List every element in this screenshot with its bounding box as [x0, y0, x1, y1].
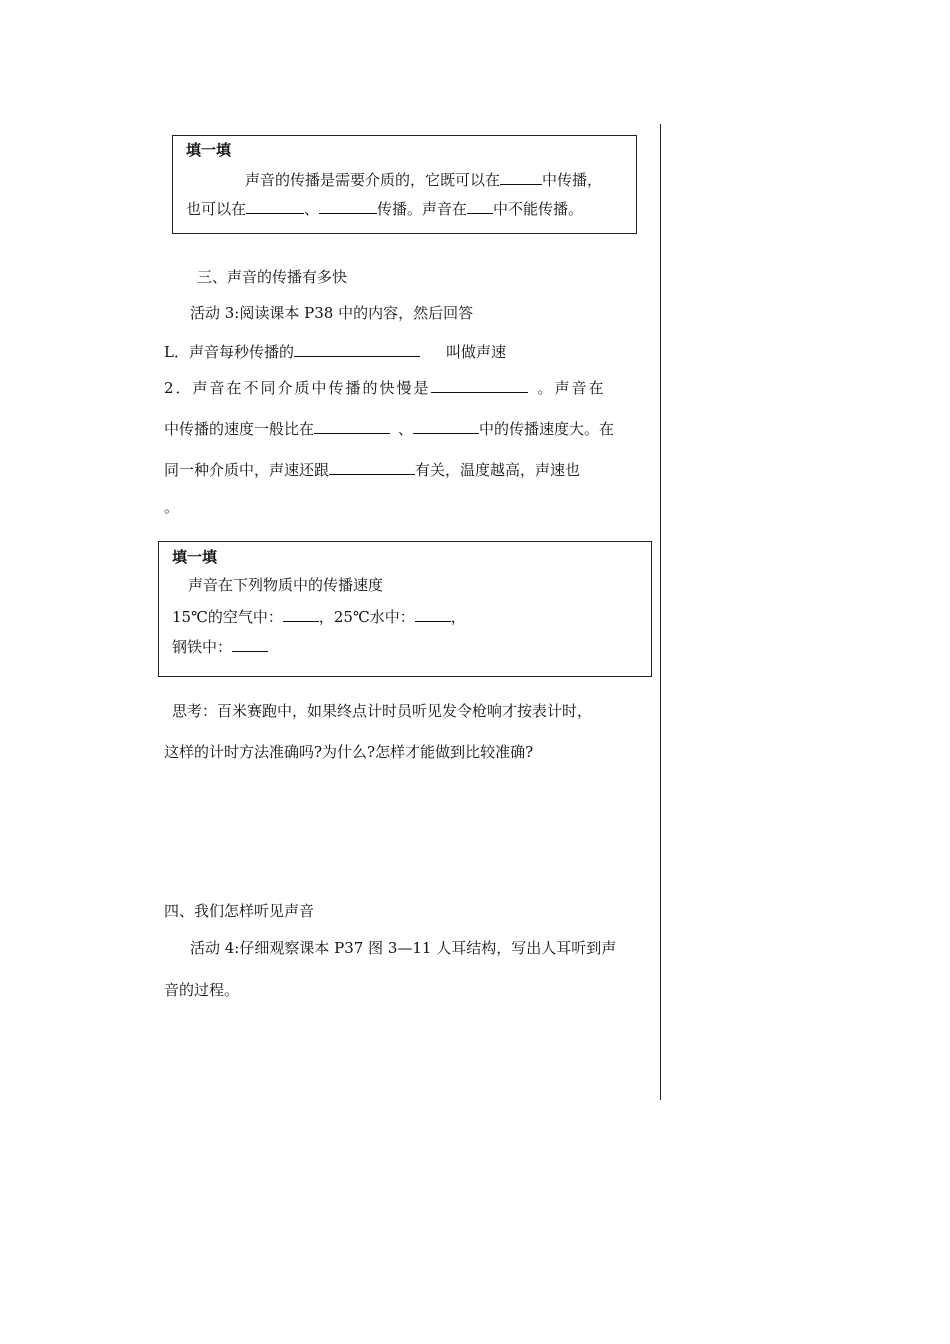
blank-steel-speed[interactable]: [232, 637, 268, 652]
q2-line1-text-a: 2．声音在不同介质中传播的快慢是: [164, 379, 431, 397]
blank-distance[interactable]: [294, 342, 420, 357]
question2-line4: 。: [164, 498, 180, 516]
blank-water-speed[interactable]: [415, 607, 451, 622]
q2-line3-text-b: 有关，温度越高，声速也: [415, 461, 581, 479]
question2-line3: [164, 460, 580, 478]
question2-line1: [164, 378, 606, 396]
q2-line2-text-a: 中传播的速度一般比在: [164, 420, 315, 438]
q2-line1-text-b: 。声音在: [537, 379, 606, 397]
activity4-line2: 音的过程。: [164, 981, 240, 999]
blank-medium-2[interactable]: [246, 199, 304, 214]
question2-line2: [164, 419, 614, 437]
blank-medium-3[interactable]: [319, 199, 377, 214]
box1-line2-text-a: 也可以在: [186, 200, 247, 218]
blank-air-speed[interactable]: [283, 607, 319, 622]
box2-line3: [172, 637, 268, 655]
think-line2: 这样的计时方法准确吗?为什么?怎样才能做到比较准确?: [164, 743, 534, 761]
q2-line2-text-b: 中的传播速度大。在: [479, 420, 615, 438]
box2-line2-text-c: ，: [450, 608, 466, 626]
box1-line1-text-a: 声音的传播是需要介质的，它既可以在: [245, 171, 501, 189]
q2-line2-sep: 、: [398, 420, 414, 438]
activity4-line1: 活动 4:仔细观察课本 P37 图 3—11 人耳结构，写出人耳听到声: [190, 939, 617, 957]
activity3: 活动 3:阅读课本 P38 中的内容，然后回答: [190, 304, 474, 322]
box2-line1: 声音在下列物质中的传播速度: [188, 576, 384, 594]
box2-line3-text: 钢铁中：: [172, 638, 233, 656]
blank-medium-4[interactable]: [314, 419, 390, 434]
q2-line3-text-a: 同一种介质中，声速还跟: [164, 461, 330, 479]
box2-line2-text-a: 15℃的空气中：: [172, 608, 283, 626]
box2-line2-text-b: ，25℃水中：: [318, 608, 415, 626]
blank-medium-5[interactable]: [413, 419, 479, 434]
box1-line1-text-b: 中传播，: [542, 171, 603, 189]
blank-speed-factor[interactable]: [431, 378, 528, 393]
box2-line2: [172, 607, 466, 625]
box1-line1: [245, 170, 602, 188]
q1-text-a: L．声音每秒传播的: [164, 343, 294, 361]
box1-line2: [186, 199, 583, 217]
box1-line2-sep: 、: [304, 200, 320, 218]
question1: [164, 342, 506, 360]
box1-line2-text-b: 传播。声音在: [377, 200, 468, 218]
section3-heading: 三、声音的传播有多快: [197, 268, 348, 286]
blank-medium-1[interactable]: [500, 170, 542, 185]
box2-title: 填一填: [172, 548, 218, 566]
box1-title: 填一填: [186, 141, 232, 159]
q1-text-b: 叫做声速: [445, 343, 506, 361]
think-line1: 思考：百米赛跑中，如果终点计时员听见发令枪响才按表计时，: [172, 702, 593, 720]
section4-heading: 四、我们怎样听见声音: [164, 902, 315, 920]
box1-line2-text-c: 中不能传播。: [493, 200, 584, 218]
margin-rule: [660, 124, 661, 1100]
blank-temperature[interactable]: [329, 460, 415, 475]
blank-vacuum[interactable]: [467, 199, 493, 214]
